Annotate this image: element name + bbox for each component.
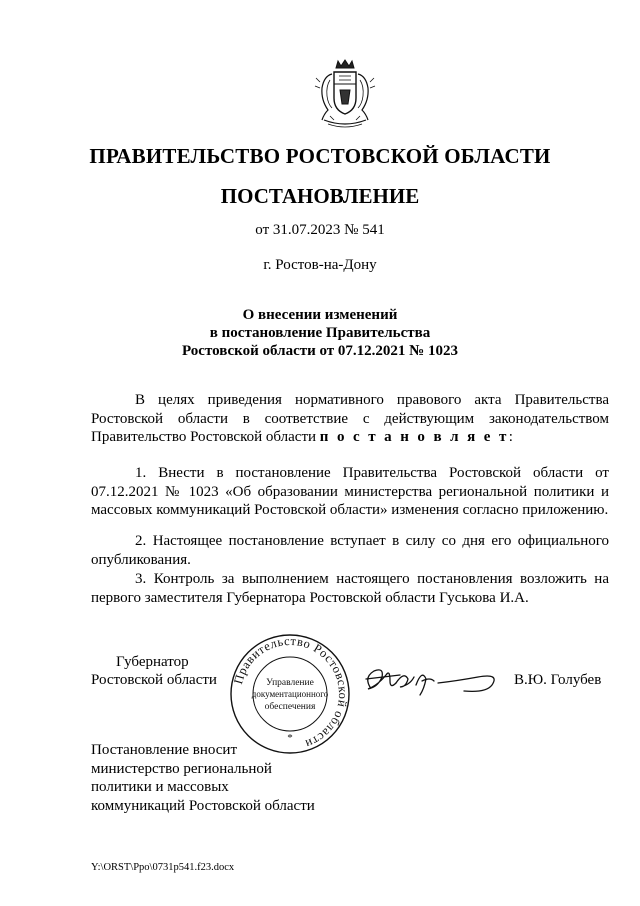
preamble-colon: : [508,429,513,445]
organization-title: ПРАВИТЕЛЬСТВО РОСТОВСКОЙ ОБЛАСТИ [89,144,551,168]
document-subject [0,306,640,360]
note-line: политики и массовых [91,779,229,795]
seal-center-line: Управление [266,678,314,688]
resolves-keyword: п о с т а н о в л я е т [319,429,509,445]
subject-line: О внесении изменений [242,307,398,323]
subject-line: в постановление Правительства [209,325,431,341]
clause-3: 3. Контроль за выполнением настоящего постановления возложить на первого заместителя Губернатора Ростовской области Гуськова И.А. [91,571,609,606]
issue-city: г. Ростов-на-Дону [263,257,377,273]
date-and-number: от 31.07.2023 № 541 [255,222,385,238]
note-line: Постановление вносит [91,742,238,758]
file-path-footer: Y:\ORST\Ppo\0731p541.f23.docx [91,862,235,873]
official-seal-icon [229,633,351,755]
coat-of-arms-icon [312,58,378,130]
signatory-region: Ростовской области [91,672,217,688]
introduced-by-note [91,741,371,815]
preamble-text: В целях приведения нормативного правового акта Правительства Ростовской области в соответствие с действующим законодательством Правительство Ростовской области [91,392,609,445]
note-line: коммуникаций Ростовской области [91,797,315,814]
clause-2: 2. Настоящее постановление вступает в силу со дня его официального опубликования. [91,533,609,568]
signatory-title: Губернатор [116,654,189,670]
seal-ring-text: Правительство Ростовской области [231,633,351,752]
seal-center-line: документационного [251,689,329,699]
note-line: министерство региональной [91,760,272,777]
seal-star: * [287,732,293,744]
subject-line: Ростовской области от 07.12.2021 № 1023 [182,343,458,359]
document-type: ПОСТАНОВЛЕНИЕ [220,184,420,208]
seal-center-line: обеспечения [264,702,316,712]
clause-1: 1. Внести в постановление Правительства Ростовской области от 07.12.2021 № 1023 «Об образовании министерства региональной политики и массовых коммуникаций Ростовской области» изменения согласно приложению. [91,465,609,518]
handwritten-signature-icon [360,655,510,705]
signatory-name: В.Ю. Голубев [514,672,602,688]
preamble-paragraph [91,391,609,447]
